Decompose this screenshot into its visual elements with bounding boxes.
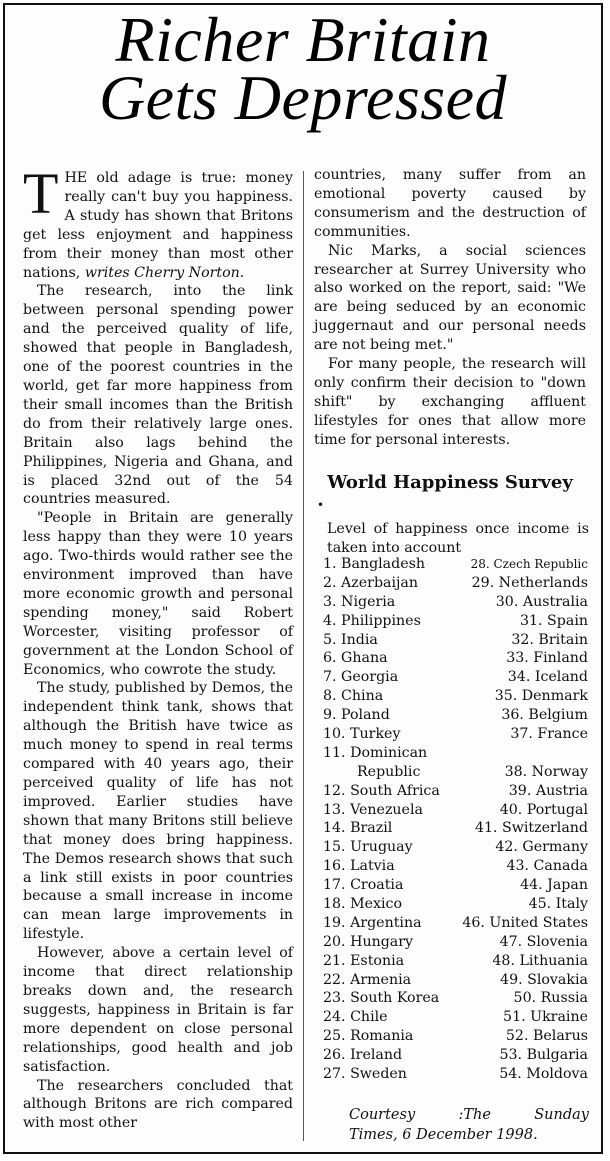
rank-item: 27. Sweden <box>323 1066 407 1083</box>
ranking-column-1 <box>323 555 463 1084</box>
ranking-column-2 <box>445 555 588 1084</box>
article-paragraph-1 <box>23 161 293 282</box>
byline: writes Cherry Norton. <box>84 264 245 281</box>
rank-item: 25. Romania <box>323 1028 414 1045</box>
rank-item: 14. Brazil <box>323 820 393 837</box>
rank-item: 40. Portugal <box>499 801 588 818</box>
rank-item: 18. Mexico <box>323 896 403 913</box>
headline <box>5 4 601 133</box>
rank-item: 8. China <box>323 688 384 705</box>
rank-item: 17. Croatia <box>323 877 404 894</box>
rank-item: 48. Lithuania <box>492 952 588 969</box>
courtesy-word: Courtesy <box>349 1107 416 1123</box>
rank-item: 1. Bangladesh <box>323 556 426 572</box>
paragraph-1-text: HE old adage is true: money really can't buy you happiness. A study has shown that Britons get less enjoyment and happiness from their money than most other nations, <box>23 170 293 281</box>
rank-item: 29. Netherlands <box>471 574 588 591</box>
rank-item: 43. Canada <box>506 858 588 875</box>
rank-item: 6. Ghana <box>323 650 388 667</box>
rank-item: 51. Ukraine <box>503 1009 588 1026</box>
rank-item: 21. Estonia <box>323 952 405 969</box>
rank-item: 45. Italy <box>528 896 588 913</box>
courtesy-word: :The <box>458 1107 491 1123</box>
article-paragraph-6: The researchers concluded that although Britons are rich compared with most other <box>23 1077 293 1132</box>
rank-item: 19. Argentina <box>323 914 422 931</box>
rank-item: 23. South Korea <box>323 990 440 1007</box>
newspaper-clipping <box>3 3 603 1154</box>
rank-item-continuation: Republic <box>357 763 421 780</box>
article-paragraph-3: "People in Britain are generally less happy than they were 10 years ago. Two-thirds would rather see the environment improved than have more economic growth and personal spending money," said Robert Worcester, visiting professor of government at the London School of Economics, who cowrote the study. <box>23 510 293 678</box>
rank-item: 38. Norway <box>504 763 588 780</box>
rank-item: 47. Slovenia <box>499 933 588 950</box>
article-paragraph-4: The study, published by Demos, the independent think tank, shows that although the British have twice as much money to spend in real terms compared with 40 years ago, their perceived quality of life has not improved. Earlier studies have shown that many Britons still believe that money does bring happiness. The Demos research shows that such a link still exists in poor countries because a small increase in income can mean large improvements in lifestyle. <box>23 680 293 943</box>
rank-item: 16. Latvia <box>323 858 395 875</box>
article-left-column <box>23 161 293 1133</box>
headline-line-2: Gets Depressed <box>98 62 508 133</box>
rank-item: 7. Georgia <box>323 669 399 686</box>
rank-item: 26. Ireland <box>323 1047 403 1064</box>
rank-item: 34. Iceland <box>507 669 588 686</box>
rank-item: 49. Slovakia <box>500 971 588 988</box>
column-divider <box>303 171 304 1141</box>
article-paragraph-8: Nic Marks, a social sciences researcher at Surrey University who also worked on the report, said: "We are being seduced by an economic juggernaut and our personal needs are not being met." <box>314 242 586 354</box>
rank-item: 11. Dominican <box>323 744 428 761</box>
rank-item: 50. Russia <box>513 990 588 1007</box>
rank-item: 28. Czech Republic <box>470 557 588 571</box>
rank-item: 39. Austria <box>508 782 588 799</box>
article-paragraph-5: However, above a certain level of income that direct relationship breaks down and, the research suggests, happiness in Britain is far more dependent on close personal relationships, good health and job satisfaction. <box>23 945 293 1075</box>
courtesy-source: Times, 6 December 1998. <box>349 1127 538 1143</box>
courtesy-credit <box>349 1105 589 1145</box>
rank-item: 44. Japan <box>520 877 588 894</box>
rank-item: 13. Venezuela <box>323 801 423 818</box>
rank-item: 4. Philippines <box>323 612 421 629</box>
rank-item: 37. France <box>510 726 588 743</box>
rank-item: 9. Poland <box>323 707 390 724</box>
survey-title: World Happiness Survey <box>327 472 573 493</box>
courtesy-word: Sunday <box>534 1107 589 1123</box>
rank-item: 46. United States <box>462 914 588 931</box>
rank-item: 30. Australia <box>495 593 588 610</box>
article-right-column <box>314 166 586 450</box>
rank-item: 24. Chile <box>323 1009 388 1026</box>
article-paragraph-9: For many people, the research will only confirm their decision to "down shift" by exchanging affluent lifestyles for ones that allow more time for personal interests. <box>314 356 586 448</box>
rank-item: 31. Spain <box>519 612 588 629</box>
rank-item: 5. India <box>323 631 378 648</box>
rank-item: 22. Armenia <box>323 971 412 988</box>
rank-item: 36. Belgium <box>501 707 588 724</box>
rank-item: 2. Azerbaijan <box>323 574 419 591</box>
rank-item: 42. Germany <box>495 839 588 856</box>
rank-item: 41. Switzerland <box>474 820 588 837</box>
rank-item: 10. Turkey <box>323 726 401 743</box>
rank-item: 32. Britain <box>511 631 588 648</box>
rank-item: 20. Hungary <box>323 933 414 950</box>
rank-item: 15. Uruguay <box>323 839 413 856</box>
article-paragraph-2: The research, into the link between personal spending power and the perceived quality of life, showed that people in Bangladesh, one of the poorest countries in the world, get far more happiness from their small incomes than the British do from their relatively large ones. Britain also lags behind the Philippines, Nigeria and Ghana, and is placed 32nd out of the 54 countries measured. <box>23 283 293 508</box>
rank-item: 3. Nigeria <box>323 593 396 610</box>
rank-item: 52. Belarus <box>505 1028 588 1045</box>
rank-item: 53. Bulgaria <box>499 1047 588 1064</box>
survey-subtitle: Level of happiness once income is taken into account <box>327 521 589 556</box>
bullet-mark: • <box>317 498 325 512</box>
drop-cap: T <box>23 161 59 226</box>
rank-spacer <box>445 744 588 763</box>
rank-item: 33. Finland <box>506 650 588 667</box>
headline-line-1: Richer Britain <box>115 4 491 75</box>
rank-item: 54. Moldova <box>499 1066 588 1083</box>
rank-item: 12. South Africa <box>323 782 440 799</box>
article-paragraph-7: countries, many suffer from an emotional poverty caused by consumerism and the destruction of communities. <box>314 167 586 240</box>
rank-item: 35. Denmark <box>494 688 588 705</box>
